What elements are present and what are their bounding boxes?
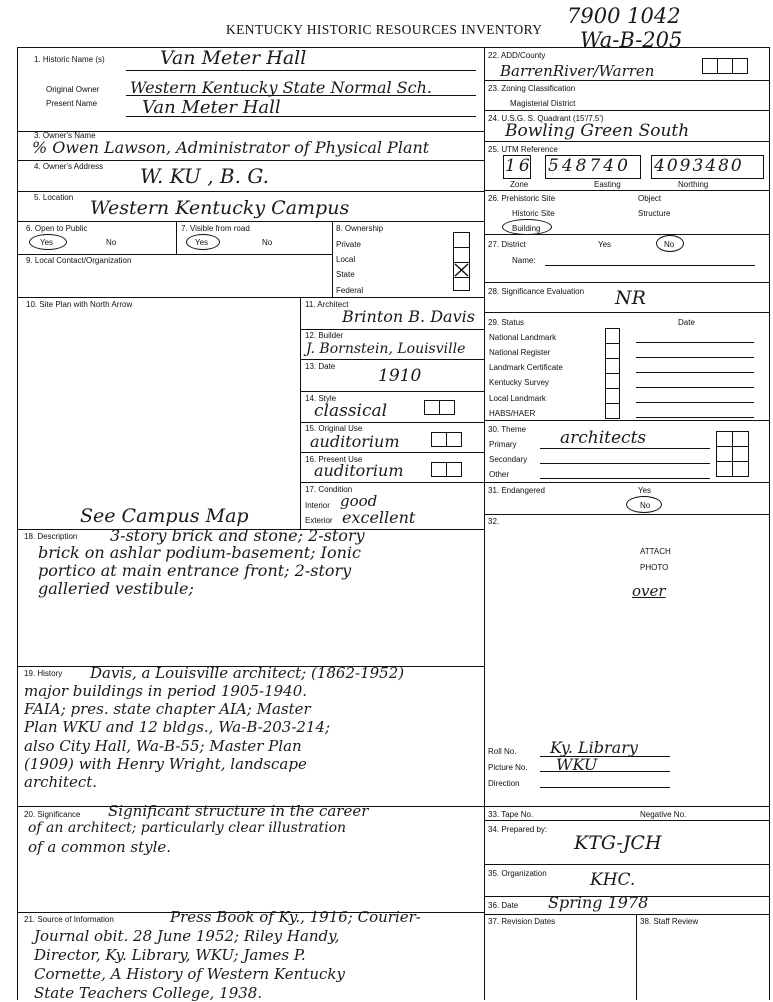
rule bbox=[484, 820, 770, 821]
style-code-box bbox=[439, 400, 455, 415]
location-value: Western Kentucky Campus bbox=[90, 197, 350, 219]
rule bbox=[17, 221, 484, 222]
negative-label: Negative No. bbox=[640, 810, 687, 819]
theme-code-box bbox=[716, 446, 733, 462]
original-owner-label: Original Owner bbox=[46, 85, 100, 94]
historic-site-label: Historic Site bbox=[512, 209, 555, 218]
significance-line: of an architect; particularly clear illustration bbox=[28, 820, 347, 836]
theme-code-box bbox=[716, 461, 733, 477]
rule bbox=[17, 254, 332, 255]
style-value: classical bbox=[314, 401, 388, 421]
utm-northing: 4093480 bbox=[654, 156, 744, 176]
status-checkbox bbox=[605, 358, 620, 374]
county-code-box bbox=[717, 58, 733, 74]
ownership-local: Local bbox=[336, 255, 356, 264]
history-label: 19. History bbox=[24, 669, 63, 678]
significance-eval-value: NR bbox=[615, 287, 646, 309]
rule bbox=[17, 160, 484, 161]
status-item: National Register bbox=[489, 348, 551, 357]
organization-value: KHC. bbox=[590, 870, 636, 890]
underline bbox=[540, 787, 670, 788]
underline bbox=[636, 372, 754, 373]
builder-label: 12. Builder bbox=[305, 331, 344, 340]
rule bbox=[484, 420, 770, 421]
ownership-label: 8. Ownership bbox=[336, 224, 384, 233]
source-line: Press Book of Ky., 1916; Courier- bbox=[170, 908, 421, 926]
direction-label: Direction bbox=[488, 779, 520, 788]
theme-code-box bbox=[732, 446, 749, 462]
interior-value: good bbox=[340, 492, 378, 510]
county-code-box bbox=[732, 58, 748, 74]
source-line: Cornette, A History of Western Kentucky bbox=[34, 965, 345, 983]
history-line: major buildings in period 1905-1940. bbox=[24, 682, 308, 700]
source-line: Director, Ky. Library, WKU; James P. bbox=[34, 946, 306, 964]
quadrant-value: Bowling Green South bbox=[505, 121, 690, 141]
owner-address-value: W. KU , B. G. bbox=[140, 164, 269, 188]
significance-eval-label: 28. Significance Evaluation bbox=[488, 287, 585, 296]
local-contact-label: 9. Local Contact/Organization bbox=[26, 256, 132, 265]
status-item: HABS/HAER bbox=[489, 409, 536, 418]
theme-label: 30. Theme bbox=[488, 425, 527, 434]
present-use-value: auditorium bbox=[314, 461, 404, 480]
endangered-no: No bbox=[640, 501, 651, 510]
exterior-value: excellent bbox=[342, 508, 416, 527]
underline bbox=[545, 265, 755, 266]
style-label: 14. Style bbox=[305, 394, 337, 403]
tape-label: 33. Tape No. bbox=[488, 810, 534, 819]
underline bbox=[636, 417, 754, 418]
underline bbox=[126, 70, 476, 71]
original-use-value: auditorium bbox=[310, 432, 400, 451]
theme-primary-label: Primary bbox=[489, 440, 517, 449]
underline bbox=[540, 463, 710, 464]
rule bbox=[332, 221, 333, 297]
utm-easting: 548740 bbox=[548, 156, 631, 176]
owner-name-label: 3. Owner's Name bbox=[34, 131, 96, 140]
rule bbox=[484, 806, 770, 807]
significance-label: 20. Significance bbox=[24, 810, 81, 819]
structure-label: Structure bbox=[638, 209, 671, 218]
rule bbox=[636, 914, 637, 1000]
underline bbox=[636, 342, 754, 343]
underline bbox=[540, 448, 710, 449]
site-plan-value: See Campus Map bbox=[80, 505, 249, 527]
picture-label: Picture No. bbox=[488, 763, 528, 772]
significance-line: Significant structure in the career bbox=[108, 802, 369, 820]
history-line: (1909) with Henry Wright, landscape bbox=[24, 755, 307, 773]
style-code-box bbox=[424, 400, 440, 415]
open-yes: Yes bbox=[40, 238, 54, 247]
present-name-value: Van Meter Hall bbox=[142, 97, 281, 118]
theme-code-box bbox=[732, 461, 749, 477]
description-line: 3-story brick and stone; 2-story bbox=[110, 526, 365, 545]
use-code-box bbox=[446, 432, 462, 447]
rule bbox=[484, 312, 770, 313]
status-checkbox bbox=[605, 388, 620, 404]
endangered-yes: Yes bbox=[638, 486, 652, 495]
rule bbox=[176, 221, 177, 254]
underline bbox=[636, 402, 754, 403]
rule bbox=[484, 864, 770, 865]
theme-other-label: Other bbox=[489, 470, 510, 479]
ownership-federal: Federal bbox=[336, 286, 364, 295]
status-item: Local Landmark bbox=[489, 394, 546, 403]
source-line: State Teachers College, 1938. bbox=[34, 984, 263, 1002]
history-line: Plan WKU and 12 bldgs., Wa-B-203-214; bbox=[24, 718, 331, 736]
description-label: 18. Description bbox=[24, 532, 78, 541]
ownership-private: Private bbox=[336, 240, 361, 249]
use-code-box bbox=[446, 462, 462, 477]
ownership-state: State bbox=[336, 270, 355, 279]
site-plan-label: 10. Site Plan with North Arrow bbox=[26, 300, 133, 309]
circle-mark bbox=[656, 235, 684, 252]
underline bbox=[126, 116, 476, 117]
quadrant-label: 24. U.S.G. S. Quadrant (15'/7.5') bbox=[488, 114, 604, 123]
add-county-label: 22. ADD/County bbox=[488, 51, 546, 60]
date-value: 1910 bbox=[378, 366, 422, 386]
ownership-checkbox bbox=[453, 277, 470, 291]
theme-primary-value: architects bbox=[560, 428, 647, 448]
rule bbox=[484, 914, 770, 915]
historic-name-value: Van Meter Hall bbox=[160, 47, 307, 69]
add-county-value: BarrenRiver/Warren bbox=[500, 62, 655, 80]
rule bbox=[300, 297, 301, 529]
rule bbox=[484, 514, 770, 515]
photo-label: PHOTO bbox=[640, 563, 669, 572]
circle-mark bbox=[502, 219, 552, 235]
circle-mark bbox=[29, 234, 67, 250]
original-owner-value: Western Kentucky State Normal Sch. bbox=[130, 78, 432, 97]
utm-easting-label: Easting bbox=[594, 180, 621, 189]
prepared-by-label: 34. Prepared by: bbox=[488, 825, 548, 834]
present-use-label: 16. Present Use bbox=[305, 455, 363, 464]
owner-name-value: % Owen Lawson, Administrator of Physical Plant bbox=[32, 138, 430, 157]
status-checkbox bbox=[605, 373, 620, 389]
over-note: over bbox=[632, 582, 666, 600]
theme-code-box bbox=[732, 431, 749, 447]
date-label: 13. Date bbox=[305, 362, 336, 371]
date-prepared-value: Spring 1978 bbox=[548, 893, 649, 912]
circle-mark bbox=[626, 496, 662, 513]
underline bbox=[540, 771, 670, 772]
historic-name-label: 1. Historic Name (s) bbox=[34, 55, 105, 64]
status-checkbox bbox=[605, 328, 620, 344]
roll-value: Ky. Library bbox=[550, 738, 638, 757]
history-line: Davis, a Louisville architect; (1862-1952) bbox=[90, 664, 405, 682]
utm-zone: 16 bbox=[505, 156, 533, 176]
x-mark-icon bbox=[454, 263, 469, 277]
use-code-box bbox=[431, 462, 447, 477]
rule bbox=[17, 191, 484, 192]
source-line: Journal obit. 28 June 1952; Riley Handy, bbox=[34, 927, 340, 945]
rule bbox=[300, 329, 484, 330]
utm-label: 25. UTM Reference bbox=[488, 145, 558, 154]
rule bbox=[484, 482, 770, 483]
rule bbox=[300, 359, 484, 360]
photo-section-label: 32. bbox=[488, 517, 500, 526]
ownership-checkbox-checked bbox=[453, 262, 470, 278]
rule bbox=[484, 190, 770, 191]
district-no: No bbox=[664, 240, 675, 249]
district-yes: Yes bbox=[598, 240, 612, 249]
utm-zone-label: Zone bbox=[510, 180, 529, 189]
significance-line: of a common style. bbox=[28, 838, 172, 856]
endangered-label: 31. Endangered bbox=[488, 486, 545, 495]
status-item: National Landmark bbox=[489, 333, 557, 342]
description-line: brick on ashlar podium-basement; Ionic bbox=[38, 543, 361, 562]
magisterial-label: Magisterial District bbox=[510, 99, 576, 108]
county-code-box bbox=[702, 58, 718, 74]
owner-address-label: 4. Owner's Address bbox=[34, 162, 104, 171]
description-line: galleried vestibule; bbox=[38, 579, 194, 598]
prehistoric-label: 26. Prehistoric Site bbox=[488, 194, 556, 203]
present-name-label: Present Name bbox=[46, 99, 98, 108]
rule bbox=[300, 482, 484, 483]
rule bbox=[484, 141, 770, 142]
status-checkbox bbox=[605, 343, 620, 359]
status-item: Kentucky Survey bbox=[489, 378, 550, 387]
underline bbox=[636, 357, 754, 358]
building-label: Building bbox=[512, 224, 541, 233]
rule bbox=[300, 452, 484, 453]
utm-zone-box bbox=[503, 155, 531, 179]
rule bbox=[300, 422, 484, 423]
ownership-checkbox bbox=[453, 232, 470, 248]
form-title: KENTUCKY HISTORIC RESOURCES INVENTORY bbox=[226, 22, 543, 37]
location-label: 5. Location bbox=[34, 193, 74, 202]
original-use-label: 15. Original Use bbox=[305, 424, 363, 433]
site-id: Wa-B-205 bbox=[580, 28, 683, 52]
district-label: 27. District bbox=[488, 240, 526, 249]
theme-secondary-label: Secondary bbox=[489, 455, 528, 464]
rule bbox=[484, 80, 770, 81]
object-label: Object bbox=[638, 194, 662, 203]
prepared-by-value: KTG-JCH bbox=[574, 832, 662, 854]
utm-northing-label: Northing bbox=[678, 180, 709, 189]
zoning-label: 23. Zoning Classification bbox=[488, 84, 576, 93]
builder-value: J. Bornstein, Louisville bbox=[306, 341, 466, 357]
source-label: 21. Source of Information bbox=[24, 915, 114, 924]
rule bbox=[484, 282, 770, 283]
interior-label: Interior bbox=[305, 501, 330, 510]
attach-label: ATTACH bbox=[640, 547, 671, 556]
history-line: architect. bbox=[24, 773, 98, 791]
utm-northing-box bbox=[651, 155, 764, 179]
roll-label: Roll No. bbox=[488, 747, 517, 756]
history-line: FAIA; pres. state chapter AIA; Master bbox=[24, 700, 311, 718]
exterior-label: Exterior bbox=[305, 516, 333, 525]
utm-easting-box bbox=[545, 155, 641, 179]
ownership-checkbox bbox=[453, 247, 470, 263]
underline bbox=[636, 387, 754, 388]
open-to-public-label: 6. Open to Public bbox=[26, 224, 88, 233]
underline bbox=[540, 478, 710, 479]
revision-dates-label: 37. Revision Dates bbox=[488, 917, 556, 926]
architect-label: 11. Architect bbox=[305, 300, 349, 309]
status-checkbox bbox=[605, 403, 620, 419]
status-item: Landmark Certificate bbox=[489, 363, 563, 372]
record-number: 7900 1042 bbox=[567, 4, 681, 28]
status-label: 29. Status bbox=[488, 318, 525, 327]
underline bbox=[126, 95, 476, 96]
theme-code-box bbox=[716, 431, 733, 447]
picture-value: WKU bbox=[556, 755, 598, 774]
visible-from-road-label: 7. Visible from road bbox=[181, 224, 250, 233]
architect-value: Brinton B. Davis bbox=[342, 307, 475, 326]
condition-label: 17. Condition bbox=[305, 485, 353, 494]
rule bbox=[300, 391, 484, 392]
organization-label: 35. Organization bbox=[488, 869, 547, 878]
staff-review-label: 38. Staff Review bbox=[640, 917, 699, 926]
district-name-label: Name: bbox=[512, 256, 536, 265]
history-line: also City Hall, Wa-B-55; Master Plan bbox=[24, 737, 302, 755]
description-line: portico at main entrance front; 2-story bbox=[38, 561, 352, 580]
circle-mark bbox=[186, 234, 220, 250]
rule bbox=[17, 297, 484, 298]
rule bbox=[484, 110, 770, 111]
date-prepared-label: 36. Date bbox=[488, 901, 519, 910]
use-code-box bbox=[431, 432, 447, 447]
open-no: No bbox=[106, 238, 117, 247]
visible-no: No bbox=[262, 238, 273, 247]
visible-yes: Yes bbox=[195, 238, 209, 247]
status-date-label: Date bbox=[678, 318, 695, 327]
